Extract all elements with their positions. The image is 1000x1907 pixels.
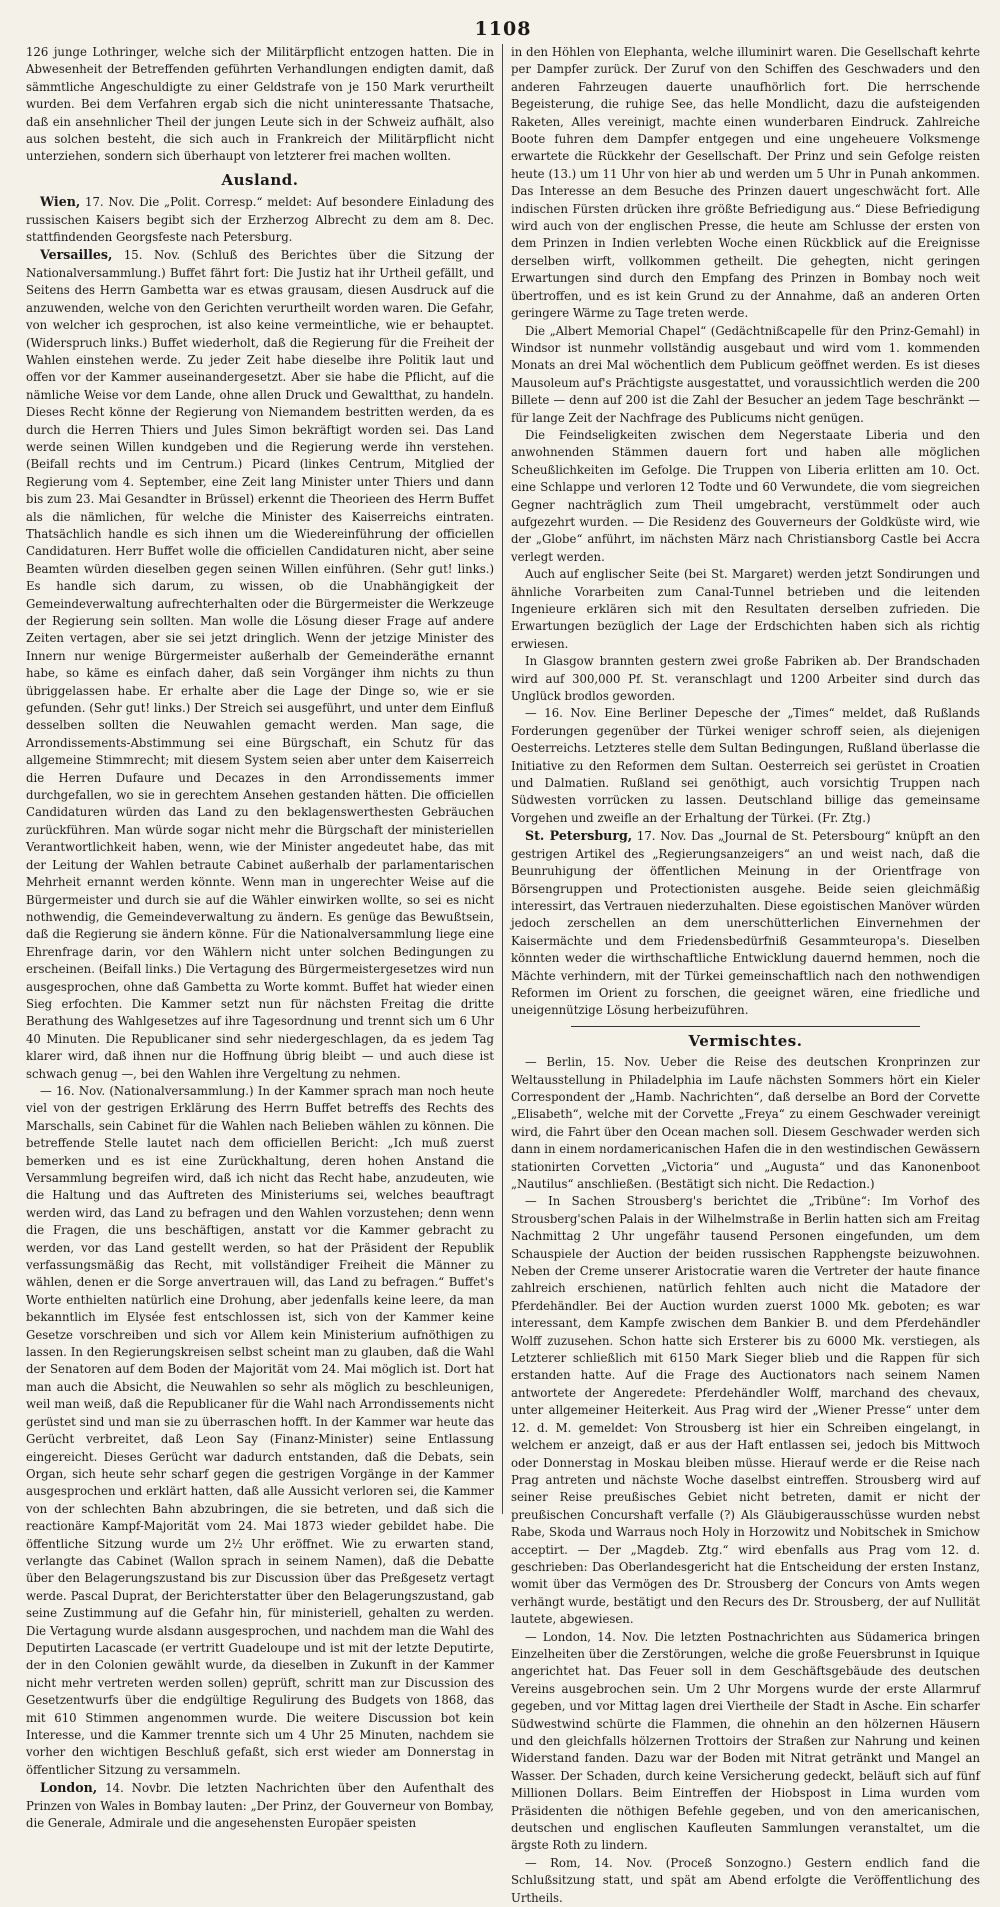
article-versailles: [26, 246, 494, 1083]
left-column: [26, 44, 503, 1831]
columns: [26, 44, 980, 1905]
heading-vermischtes: Vermischtes.: [688, 1031, 803, 1050]
right-column: [503, 44, 980, 1905]
article-strousberg: — In Sachen Strousberg's berichtet die „Tribüne“: Im Vorhof des Strousberg'schen Palais in der Wilhelmstraße in Berlin hatten sich am Freitag Nachmittag 2 Uhr ungefähr tausend Personen eingefunden, um dem Schauspiele der Auction der beiden russischen Rapphengste beizuwohnen. Neben der Creme unserer Aristocratie waren die Vertreter der haute finance zahlreich erschienen, natürlich fehlten auch nicht die Matadore der Pferdehändler. Bei der Auction wurden zuerst 1000 Mk. geboten; es war interessant, dem Kampfe zwischen dem Bankier B. und dem Pferdehändler Wolff zuzusehen. Schon hatte sich Ersterer bis zu 6000 Mk. verstiegen, als Letzterer schließlich mit 6150 Mark Sieger blieb und die Rappen für sich erstanden hatte. Auf die Frage des Auctionators nach seinem Namen antwortete der Angeredete: Pferdehändler Wolff, marchand des chevaux, unter allgemeiner Heiterkeit. Aus Prag wird der „Wiener Presse“ unter dem 12. d. M. gemeldet: Von Strousberg ist hier ein Schreiben eingelangt, in welchem er anzeigt, daß er aus der Haft entlassen sei, jedoch bis Mittwoch oder Donnerstag in Moskau bleiben müsse. Hierauf werde er die Reise nach Prag antreten und nächste Woche daselbst eintreffen. Strousberg wird auf seiner Reise preußisches Gebiet nicht betreten, damit er nicht der preußischen Concurshaft verfalle (?) Als Gläubigerausschüsse wurden nebst Rabe, Skoda und Warraus noch Holy in Horzowitz und Nobitschek in Smichow acceptirt. — Der „Magdeb. Ztg.“ wird ebenfalls aus Prag vom 12. d. geschrieben: Das Oberlandesgericht hat die Entscheidung der ersten Instanz, womit über das Vermögen des Dr. Strousberg der Concurs von Amts wegen verhängt wurde, bestätigt und den Recurs des Dr. Strousberg, der auf Nullität lautete, abgewiesen.: [511, 1194, 980, 1627]
article-versailles-text: 15. Nov. (Schluß des Berichtes über die Sitzung der Nationalversammlung.) Buffet fährt fort: Die Justiz hat ihr Urtheil gefällt, und Seitens des Herrn Gambetta war es etwas grausam, diesen Ausdruck auf die anzuwenden, welche von den Gerichten verurtheilt worden waren. Die Gefahr, von welcher ich gesprochen, ist also keine vermeintliche, wie er behauptet. (Widerspruch links.) Buffet wiederholt, daß die Regierung für die Freiheit der Wahlen einstehen werde. Zu jeder Zeit habe dieselbe ihre Politik laut und offen vor der Kammer auseinandergesetzt. Aber sie habe die Pflicht, auf die nämliche Weise vor dem Lande, ohne allen Druck und Gewaltthat, zu handeln. Dieses Recht könne der Regierung von Niemandem bestritten werden, da es durch die Herren Thiers und Jules Simon bekräftigt worden sei. Das Land werde seinen Willen kundgeben und die Regierung werde ihn verstehen. (Beifall rechts und im Centrum.) Picard (linkes Centrum, Mitglied der Regierung vom 4. September, eine Zeit lang Minister unter Thiers und dann bis zum 23. Mai Gesandter in Brüssel) erkennt die Theorieen des Herrn Buffet als die nämlichen, für welche die Minister des Kaiserreichs eintraten. Thatsächlich handle es sich ihnen um die Wiedereinführung der officiellen Candidaturen. Herr Buffet wolle die officiellen Candidaturen nicht, aber seine Beamten würden dieselben gegen seinen Willen einführen. (Sehr gut! links.) Es handle sich darum, zu wissen, ob die Unabhängigkeit der Gemeindeverwaltung aufrechterhalten oder die Bürgermeister die Werkzeuge der Regierung sein sollten. Man wolle die Lösung dieser Frage auf andere Zeiten vertagen, aber sie sei jetzt dringlich. Wenn der jetzige Minister des Innern nur wenige Bürgermeister außerhalb der Gemeinderäthe ernannt habe, so käme es einfach daher, daß sein Vorgänger ihm nichts zu thun übriggelassen habe. Er erhalte aber die Lage der Dinge so, wie er sie gefunden. (Sehr gut! links.) Der Streich sei ausgeführt, und unter dem Einfluß desselben sollten die Neuwahlen gemacht werden. Man sage, die Arrondissements-Abstimmung sei eine Bürgschaft, ein Schutz für das allgemeine Stimmrecht; mit diesem System seien aber unter dem Kaiserreich die Herren Dufaure und Decazes in den Arrondissements immer durchgefallen, wo sie in gerechtem Ansehen gestanden hätten. Die officiellen Candidaturen würden das Land zu den beklagenswerthesten Gebräuchen zurückführen. Man würde sogar nicht mehr die Bürgschaft der ministeriellen Verantwortlichkeit haben, wenn, wie der Minister angedeutet habe, das mit der Leitung der Wahlen betraute Cabinet außerhalb der parlamentarischen Mehrheit ernannt werden könnte. Wenn man in ungerechter Weise auf die Bürgermeister und durch sie auf die Wähler einwirken wollte, so sei es nicht nothwendig, die Gemeindeverwaltung zu ändern. Es genüge das Bewußtsein, daß die Regierung sie ändern könne. Für die Nationalversammlung liege eine Ehrenfrage darin, vor den Wählern nicht unter solchen Bedingungen zu erscheinen. (Beifall links.) Die Vertagung des Bürgermeistergesetzes wird nun ausgesprochen, ohne daß Gambetta zu Worte kommt. Buffet hat wieder einen Sieg erfochten. Die Kammer setzt nun für nächsten Freitag die dritte Berathung des Wahlgesetzes auf ihre Tagesordnung und trennt sich um 6 Uhr 40 Minuten. Die Republicaner sind sehr niedergeschlagen, da es jedem Tag klarer wird, daß ihnen nur die Hoffnung übrig bleibt — und auch diese ist schwach genug —, bei den Wahlen ihre Vergeltung zu nehmen.: [26, 248, 494, 1081]
article-petersburg: [511, 827, 980, 1019]
article-berlin: — Berlin, 15. Nov. Ueber die Reise des deutschen Kronprinzen zur Weltausstellung in Philadelphia im Laufe nächsten Sommers hört ein Kieler Correspondent der „Hamb. Nachrichten“, daß derselbe an Bord der Corvette „Elisabeth“, welche mit der Corvette „Freya“ zu einem Geschwader vereinigt wird, die Fahrt über den Ocean machen soll. Diesem Geschwader werden sich dann in einem nordamericanischen Hafen die in den westindischen Gewässern stationirten Corvetten „Victoria“ und „Augusta“ und das Kanonenboot „Nautilus“ anschließen. (Bestätigt sich nicht. Die Redaction.): [511, 1055, 980, 1191]
article-times: — 16. Nov. Eine Berliner Depesche der „Times“ meldet, daß Rußlands Forderungen gegenüber der Türkei weniger schroff seien, als diejenigen Oesterreichs. Letzteres stelle dem Sultan Bedingungen, Rußland überlasse die Initiative zu den Reformen dem Sultan. Oesterreich sei gerüstet in Croatien und Dalmatien. Rußland sei genöthigt, auch vorsichtig Truppen nach Südwesten vorrücken zu lassen. Deutschland billige das gemeinsame Vorgehen und zweifle an der Erhaltung der Türkei. (Fr. Ztg.): [511, 706, 980, 825]
dateline-wien: Wien,: [40, 194, 81, 210]
article-glasgow: In Glasgow brannten gestern zwei große Fabriken ab. Der Brandschaden wird auf 300,000 Pf. St. veranschlagt und 1200 Arbeiter sind durch das Unglück brodlos geworden.: [511, 654, 980, 704]
article-albert-chapel: Die „Albert Memorial Chapel“ (Gedächtnißcapelle für den Prinz-Gemahl) in Windsor ist nunmehr vollständig ausgebaut und wird vom 1. kommenden Monats an drei Mal wöchentlich dem Publicum geöffnet werden. Es ist dieses Mausoleum auf's Prächtigste ausgestattet, und voraussichtlich werden die 200 Billete — denn auf 200 ist die Zahl der Besucher an jedem Tage beschränkt — für lange Zeit der Nachfrage des Publicums nicht genügen.: [511, 323, 980, 425]
heading-ausland: Ausland.: [221, 170, 299, 189]
article-rom: — Rom, 14. Nov. (Proceß Sonzogno.) Gestern endlich fand die Schlußsitzung statt, und spät am Abend erfolgte die Veröffentlichung des Urtheils.: [511, 1855, 980, 1905]
article-versailles-16: — 16. Nov. (Nationalversammlung.) In der Kammer sprach man noch heute viel von der gestrigen Erklärung des Herrn Buffet betreffs des Rechts des Marschalls, sein Cabinet für die Wahlen nach Belieben wählen zu können. Die betreffende Stelle lautet nach dem officiellen Bericht: „Ich muß zuerst bemerken und es ist eine Zurückhaltung, deren hohen Anstand die Versammlung begreifen wird, daß ich nicht das Recht habe, anzudeuten, wie die Haltung und das Auftreten des Ministeriums sei, welches beauftragt werden wird, das Land zu befragen und den Wahlen vorzustehen; denn wenn die Fragen, die uns beschäftigen, anstatt vor die Kammer gebracht zu werden, vor das Land gestellt werden, so hat der Präsident der Republik verfassungsmäßig das Recht, mit vollständiger Freiheit die Männer zu wählen, denen er die Sorge anvertrauen will, das Land zu befragen.“ Buffet's Worte enthielten natürlich eine Drohung, aber jedenfalls keine leere, da man bekanntlich im Elysée fest entschlossen ist, sich von der Kammer keine Gesetze vorschreiben und sich vor Allem kein Ministerium aufnöthigen zu lassen. In den Regierungskreisen selbst scheint man zu glauben, daß die Wahl der Senatoren auf dem Boden der Majorität vom 24. Mai möglich ist. Dort hat man auch die Absicht, die Neuwahlen so sehr als möglich zu beschleunigen, weil man weiß, daß die Republicaner für die Wahl nach Arrondissements nicht gerüstet sind und man sie zu überraschen hofft. In der Kammer war heute das Gerücht verbreitet, daß Leon Say (Finanz-Minister) seine Entlassung eingereicht. Dieses Gerücht war dadurch entstanden, daß die Debats, sein Organ, sich heute sehr scharf gegen die gestrigen Vorgänge in der Kammer ausgesprochen und erklärt hatten, daß alle Aussicht verloren sei, die Kammer von der schlechten Bahn abzubringen, die sie betreten, und daß sich die reactionäre Kampf-Majorität vom 24. Mai 1873 wieder gebildet habe. Die öffentliche Sitzung wurde um 2½ Uhr eröffnet. Wie zu erwarten stand, verlangte das Cabinet (Wallon sprach in seinem Namen), daß die Debatte über den Belagerungszustand bis zur Discussion über das Preßgesetz vertagt werde. Pascal Duprat, der Berichterstatter über den Belagerungszustand, gab seine Zustimmung auf die Gefahr hin, für ministeriell, gehalten zu werden. Die Vertagung wurde alsdann ausgesprochen, und nachdem man die Wahl des Deputirten Lacascade (er vertritt Guadeloupe und ist mit der letzte Deputirte, der in den Colonien gewählt wurde, da dieselben in Zukunft in der Kammer nicht mehr vertreten werden sollen) geprüft, schritt man zur Discussion des Gesetzentwurfs über die endgültige Regulirung des Budgets von 1868, das mit 610 Stimmen angenommen wurde. Die weitere Discussion bot kein Interesse, und die Kammer trennte sich um 4 Uhr 25 Minuten, nachdem sie vorher den wichtigen Beschluß gefaßt, sich erst wieder am Donnerstag in öffentlicher Sitzung zu versammeln.: [26, 1083, 494, 1777]
article-petersburg-text: 17. Nov. Das „Journal de St. Petersbourg“ knüpft an den gestrigen Artikel des „Regierungsanzeigers“ an und weist nach, daß die Beunruhigung der öffentlichen Meinung in der Orientfrage von Börsengruppen und Protectionisten ausgehe. Beide seien gleichmäßig interessirt, das Vertrauen niederzuhalten. Diese egoistischen Manöver würden jedoch zerschellen an dem unerschütterlichen Einvernehmen der Kaisermächte und dem Friedensbedürfniß Gesammteuropa's. Dieselben könnten weder die wirthschaftliche Entwicklung dauernd hemmen, noch die Mächte verhindern, mit der Türkei gemeinschaftlich nach den nothwendigen Reformen im Orient zu forschen, die geeignet wären, eine friedliche und uneigennützige Lösung herbeizuführen.: [511, 829, 980, 1018]
article-canal-tunnel: Auch auf englischer Seite (bei St. Margaret) werden jetzt Sondirungen und ähnliche Vorarbeiten zum Canal-Tunnel betrieben und die leitenden Ingenieure erklären sich mit den Resultaten derselben zufrieden. Die Erwartungen bezüglich der Lage der Erdschichten haben sich als richtig erwiesen.: [511, 567, 980, 651]
article-bombay-cont: in den Höhlen von Elephanta, welche illuminirt waren. Die Gesellschaft kehrte per Dampfer zurück. Der Zuruf von den Schiffen des Geschwaders und den anderen Fahrzeugen dauerte unaufhörlich fort. Die herrschende Begeisterung, die ruhige See, das helle Mondlicht, dazu die aufsteigenden Raketen, Alles vereinigt, machte einen wunderbaren Eindruck. Zahlreiche Boote fuhren dem Dampfer entgegen und eine ungeheuere Volksmenge erwartete die Rückkehr der Gesellschaft. Der Prinz und sein Gefolge reisten heute (13.) um 11 Uhr von hier ab und werden um 5 Uhr in Punah ankommen. Das Interesse an dem Besuche des Prinzen dauert ungeschwächt fort. Alle indischen Fürsten drücken ihre größte Befriedigung aus.“ Diese Befriedigung wird auch von der englischen Presse, die heute am Schlusse der ersten von dem Prinzen in Indien verlebten Woche einen Rückblick auf die Ereignisse derselben wirft, vollkommen getheilt. Die gehegten, nicht geringen Erwartungen sind durch den Empfang des Prinzen in Bombay noch weit übertroffen, und es ist kein Grund zu der Annahme, daß an anderen Orten geringere Wärme zu Tage treten werde.: [511, 45, 980, 321]
dateline-versailles: Versailles,: [40, 247, 113, 263]
article-iquique: — London, 14. Nov. Die letzten Postnachrichten aus Südamerica bringen Einzelheiten über die Zerstörungen, welche die große Feuersbrunst in Iquique angerichtet hat. Das Feuer soll in dem Geschäftsgebäude des deutschen Vereins ausgebrochen sein. Um 2 Uhr Morgens wurde der erste Allarmruf gegeben, und vor Mittag lagen drei Viertheile der Stadt in Asche. Ein scharfer Südwestwind schürte die Flammen, die ohnehin an den hölzernen Häusern und den gleichfalls hölzernen Trottoirs der Straßen zur Nahrung und keinen Widerstand fanden. Dazu war der Boden mit Nitrat getränkt und Mangel an Wasser. Der Schaden, durch keine Versicherung gedeckt, beläuft sich auf fünf Millionen Dollars. Beim Eintreffen der Hiobspost in Lima wurden vom Präsidenten die nöthigen Befehle gegeben, und von den americanischen, deutschen und englischen Kaufleuten Sammlungen veranstaltet, um die ärgste Roth zu lindern.: [511, 1629, 980, 1853]
article-liberia: Die Feindseligkeiten zwischen dem Negerstaate Liberia und den anwohnenden Stämmen dauern fort und haben alle möglichen Scheußlichkeiten im Gefolge. Die Truppen von Liberia erlitten am 10. Oct. eine Schlappe und verloren 12 Todte und 60 Verwundete, die vom siegreichen Gegner nachträglich zum Theil umgebracht, verstümmelt oder auch aufgezehrt wurden. — Die Residenz des Gouverneurs der Goldküste wird, wie der „Globe“ anführt, im nächsten März nach Christiansborg Castle bei Accra verlegt werden.: [511, 427, 980, 564]
article-london-text: 14. Novbr. Die letzten Nachrichten über den Aufenthalt des Prinzen von Wales in Bombay lauten: „Der Prinz, der Gouverneur von Bombay, die Generale, Admirale und die angesehensten Europäer speisten: [26, 1781, 494, 1831]
article-london: [26, 1779, 494, 1832]
article-lothringer: 126 junge Lothringer, welche sich der Militärpflicht entzogen hatten. Die in Abwesenheit der Betreffenden geführten Verhandlungen endigten damit, daß sämmtliche Angeschuldigte zu einer Geldstrafe von je 150 Mark verurtheilt wurden. Bei dem Verfahren ergab sich die nicht uninteressante Thatsache, daß ein ansehnlicher Theil der jungen Leute sich in der Schweiz aufhält, also aus solchen besteht, die sich auch in Frankreich der Militärpflicht nicht unterziehen, sondern sich überhaupt von letzterer frei machen wollten.: [26, 45, 494, 164]
dateline-petersburg: St. Petersburg,: [525, 828, 633, 844]
article-wien: [26, 193, 494, 246]
article-wien-text: 17. Nov. Die „Polit. Corresp.“ meldet: Auf besondere Einladung des russischen Kaisers begibt sich der Erzherzog Albrecht zu dem am 8. Dec. stattfindenden Georgsfeste nach Petersburg.: [26, 195, 494, 245]
dateline-london: London,: [40, 1780, 98, 1796]
page-number: 1108: [474, 18, 532, 40]
section-divider: [571, 1026, 920, 1027]
